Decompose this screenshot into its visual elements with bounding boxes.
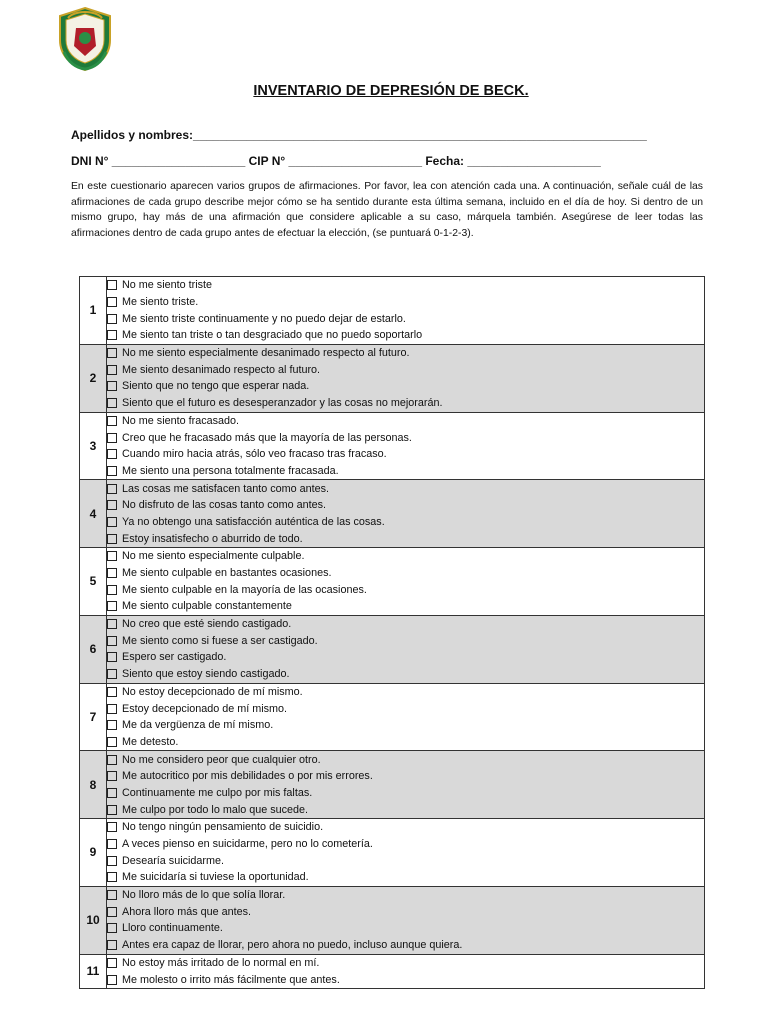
checkbox-icon[interactable]	[107, 585, 117, 595]
checkbox-icon[interactable]	[107, 449, 117, 459]
answer-option[interactable]	[107, 345, 704, 362]
answer-option[interactable]	[107, 632, 704, 649]
answer-option[interactable]	[107, 666, 704, 683]
checkbox-icon[interactable]	[107, 517, 117, 527]
checkbox-icon[interactable]	[107, 872, 117, 882]
checkbox-icon[interactable]	[107, 923, 117, 933]
checkbox-icon[interactable]	[107, 805, 117, 815]
answer-option-label: No me considero peor que cualquier otro.	[122, 753, 321, 766]
checkbox-icon[interactable]	[107, 856, 117, 866]
answer-option-label: No estoy decepcionado de mí mismo.	[122, 685, 303, 698]
answer-option-label: No me siento triste	[122, 279, 213, 292]
answer-option[interactable]	[107, 514, 704, 531]
answer-option[interactable]	[107, 684, 704, 701]
questionnaire-table	[79, 276, 705, 989]
answer-option[interactable]	[107, 548, 704, 565]
answer-option-label: No creo que esté siendo castigado.	[122, 618, 292, 631]
checkbox-icon[interactable]	[107, 484, 117, 494]
checkbox-icon[interactable]	[107, 907, 117, 917]
question-row	[80, 412, 705, 480]
checkbox-icon[interactable]	[107, 534, 117, 544]
answer-option[interactable]	[107, 717, 704, 734]
answer-option[interactable]	[107, 801, 704, 818]
answer-option-label: Las cosas me satisfacen tanto como antes.	[122, 482, 330, 495]
question-options	[107, 751, 705, 819]
question-options	[107, 548, 705, 616]
answer-option-label: Me siento tan triste o tan desgraciado que no puedo soportarlo	[122, 329, 423, 342]
answer-option[interactable]	[107, 836, 704, 853]
answer-option[interactable]	[107, 530, 704, 547]
answer-option[interactable]	[107, 413, 704, 430]
answer-option[interactable]	[107, 649, 704, 666]
answer-option[interactable]	[107, 751, 704, 768]
checkbox-icon[interactable]	[107, 788, 117, 798]
question-row	[80, 480, 705, 548]
checkbox-icon[interactable]	[107, 280, 117, 290]
answer-option-label: A veces pienso en suicidarme, pero no lo cometería.	[122, 838, 373, 851]
answer-option[interactable]	[107, 327, 704, 344]
id-date-field-line[interactable]: DNI N° ____________________ CIP N° ____________________ Fecha: ____________________	[71, 154, 601, 168]
answer-option-label: Me siento triste continuamente y no puedo dejar de estarlo.	[122, 312, 406, 325]
question-number: 2	[80, 344, 107, 412]
answer-option-label: No me siento especialmente desanimado respecto al futuro.	[122, 347, 410, 360]
checkbox-icon[interactable]	[107, 381, 117, 391]
checkbox-icon[interactable]	[107, 958, 117, 968]
answer-option-label: Creo que he fracasado más que la mayoría de las personas.	[122, 431, 412, 444]
answer-option[interactable]	[107, 395, 704, 412]
answer-option[interactable]	[107, 852, 704, 869]
answer-option[interactable]	[107, 785, 704, 802]
answer-option[interactable]	[107, 361, 704, 378]
answer-option[interactable]	[107, 920, 704, 937]
question-number: 4	[80, 480, 107, 548]
answer-option-label: Me siento culpable en bastantes ocasiones.	[122, 567, 332, 580]
answer-option[interactable]	[107, 887, 704, 904]
answer-option[interactable]	[107, 565, 704, 582]
answer-option[interactable]	[107, 310, 704, 327]
answer-option-label: Me detesto.	[122, 735, 179, 748]
answer-option[interactable]	[107, 463, 704, 480]
question-options	[107, 344, 705, 412]
answer-option-label: Me siento desanimado respecto al futuro.	[122, 363, 321, 376]
institution-seal-logo	[54, 6, 116, 72]
question-number: 1	[80, 277, 107, 345]
answer-option-label: Estoy decepcionado de mí mismo.	[122, 702, 288, 715]
answer-option[interactable]	[107, 819, 704, 836]
checkbox-icon[interactable]	[107, 687, 117, 697]
checkbox-icon[interactable]	[107, 551, 117, 561]
answer-option[interactable]	[107, 581, 704, 598]
question-options	[107, 683, 705, 751]
question-number: 5	[80, 548, 107, 616]
answer-option[interactable]	[107, 971, 704, 988]
checkbox-icon[interactable]	[107, 839, 117, 849]
answer-option-label: No tengo ningún pensamiento de suicidio.	[122, 821, 324, 834]
answer-option-label: Me molesto o irrito más fácilmente que antes.	[122, 973, 340, 986]
checkbox-icon[interactable]	[107, 890, 117, 900]
answer-option-label: No lloro más de lo que solía llorar.	[122, 889, 286, 902]
checkbox-icon[interactable]	[107, 669, 117, 679]
question-number: 3	[80, 412, 107, 480]
answer-option-label: Me da vergüenza de mí mismo.	[122, 719, 274, 732]
answer-option-label: Antes era capaz de llorar, pero ahora no puedo, incluso aunque quiera.	[122, 939, 463, 952]
question-number: 8	[80, 751, 107, 819]
answer-option[interactable]	[107, 869, 704, 886]
answer-option-label: Ahora lloro más que antes.	[122, 905, 252, 918]
answer-option-label: Me siento culpable en la mayoría de las ocasiones.	[122, 583, 367, 596]
answer-option-label: Siento que no tengo que esperar nada.	[122, 380, 310, 393]
checkbox-icon[interactable]	[107, 365, 117, 375]
answer-option-label: Continuamente me culpo por mis faltas.	[122, 786, 313, 799]
answer-option-label: No disfruto de las cosas tanto como antes.	[122, 499, 327, 512]
answer-option-label: No me siento especialmente culpable.	[122, 550, 305, 563]
checkbox-icon[interactable]	[107, 652, 117, 662]
question-row	[80, 277, 705, 345]
answer-option-label: Estoy insatisfecho o aburrido de todo.	[122, 532, 303, 545]
answer-option-label: Me siento culpable constantemente	[122, 600, 292, 613]
checkbox-icon[interactable]	[107, 755, 117, 765]
question-number: 11	[80, 954, 107, 988]
question-options	[107, 819, 705, 887]
question-row	[80, 615, 705, 683]
question-row	[80, 819, 705, 887]
instructions-paragraph: En este cuestionario aparecen varios grupos de afirmaciones. Por favor, lea con atención cada una. A continuación, señale cuál de las afirmaciones de cada grupo describe mejor cómo se ha sentido durante esta última semana, incluido en el día de hoy. Si dentro de un mismo grupo, hay más de una afirmación que considere aplicable a su caso, márquela también. Asegúrese de leer todas las afirmaciones dentro de cada grupo antes de efectuar la elección, (se puntuará 0-1-2-3).	[71, 181, 703, 239]
answer-option[interactable]	[107, 497, 704, 514]
answer-option-label: Me siento triste.	[122, 296, 199, 309]
answer-option[interactable]	[107, 429, 704, 446]
answer-option-label: Me autocritico por mis debilidades o por mis errores.	[122, 770, 373, 783]
question-row	[80, 344, 705, 412]
checkbox-icon[interactable]	[107, 297, 117, 307]
question-options	[107, 615, 705, 683]
answer-option[interactable]	[107, 734, 704, 751]
question-options	[107, 886, 705, 954]
checkbox-icon[interactable]	[107, 822, 117, 832]
name-field-line[interactable]: Apellidos y nombres:____________________________________________________________________	[71, 128, 647, 142]
checkbox-icon[interactable]	[107, 940, 117, 950]
checkbox-icon[interactable]	[107, 704, 117, 714]
answer-option-label: Me culpo por todo lo malo que sucede.	[122, 803, 309, 816]
checkbox-icon[interactable]	[107, 975, 117, 985]
checkbox-icon[interactable]	[107, 771, 117, 781]
checkbox-icon[interactable]	[107, 398, 117, 408]
question-options	[107, 277, 705, 345]
question-options	[107, 412, 705, 480]
answer-option-label: No me siento fracasado.	[122, 414, 240, 427]
answer-option[interactable]	[107, 294, 704, 311]
answer-option[interactable]	[107, 598, 704, 615]
answer-option[interactable]	[107, 700, 704, 717]
checkbox-icon[interactable]	[107, 500, 117, 510]
question-number: 7	[80, 683, 107, 751]
answer-option-label: Me siento una persona totalmente fracasada.	[122, 464, 339, 477]
checkbox-icon[interactable]	[107, 568, 117, 578]
answer-option-label: No estoy más irritado de lo normal en mí.	[122, 956, 320, 969]
answer-option[interactable]	[107, 903, 704, 920]
answer-option-label: Me suicidaría si tuviese la oportunidad.	[122, 871, 309, 884]
question-options	[107, 480, 705, 548]
answer-option-label: Siento que estoy siendo castigado.	[122, 668, 290, 681]
checkbox-icon[interactable]	[107, 601, 117, 611]
answer-option-label: Lloro continuamente.	[122, 922, 223, 935]
answer-option[interactable]	[107, 446, 704, 463]
answer-option[interactable]	[107, 937, 704, 954]
answer-option-label: Desearía suicidarme.	[122, 854, 225, 867]
checkbox-icon[interactable]	[107, 330, 117, 340]
answer-option[interactable]	[107, 378, 704, 395]
question-number: 6	[80, 615, 107, 683]
checkbox-icon[interactable]	[107, 619, 117, 629]
checkbox-icon[interactable]	[107, 720, 117, 730]
document-title: INVENTARIO DE DEPRESIÓN DE BECK.	[253, 83, 529, 99]
checkbox-icon[interactable]	[107, 314, 117, 324]
question-row	[80, 683, 705, 751]
question-row	[80, 886, 705, 954]
question-options	[107, 954, 705, 988]
answer-option-label: Siento que el futuro es desesperanzador y las cosas no mejorarán.	[122, 397, 443, 410]
answer-option-label: Me siento como si fuese a ser castigado.	[122, 634, 318, 647]
checkbox-icon[interactable]	[107, 348, 117, 358]
checkbox-icon[interactable]	[107, 636, 117, 646]
question-number: 9	[80, 819, 107, 887]
answer-option-label: Ya no obtengo una satisfacción auténtica de las cosas.	[122, 515, 385, 528]
checkbox-icon[interactable]	[107, 433, 117, 443]
answer-option-label: Cuando miro hacia atrás, sólo veo fracaso tras fracaso.	[122, 448, 387, 461]
answer-option[interactable]	[107, 480, 704, 497]
checkbox-icon[interactable]	[107, 737, 117, 747]
answer-option-label: Espero ser castigado.	[122, 651, 227, 664]
question-row	[80, 751, 705, 819]
answer-option[interactable]	[107, 768, 704, 785]
checkbox-icon[interactable]	[107, 416, 117, 426]
answer-option[interactable]	[107, 955, 704, 972]
question-row	[80, 548, 705, 616]
checkbox-icon[interactable]	[107, 466, 117, 476]
answer-option[interactable]	[107, 616, 704, 633]
question-row	[80, 954, 705, 988]
question-number: 10	[80, 886, 107, 954]
answer-option[interactable]	[107, 277, 704, 294]
